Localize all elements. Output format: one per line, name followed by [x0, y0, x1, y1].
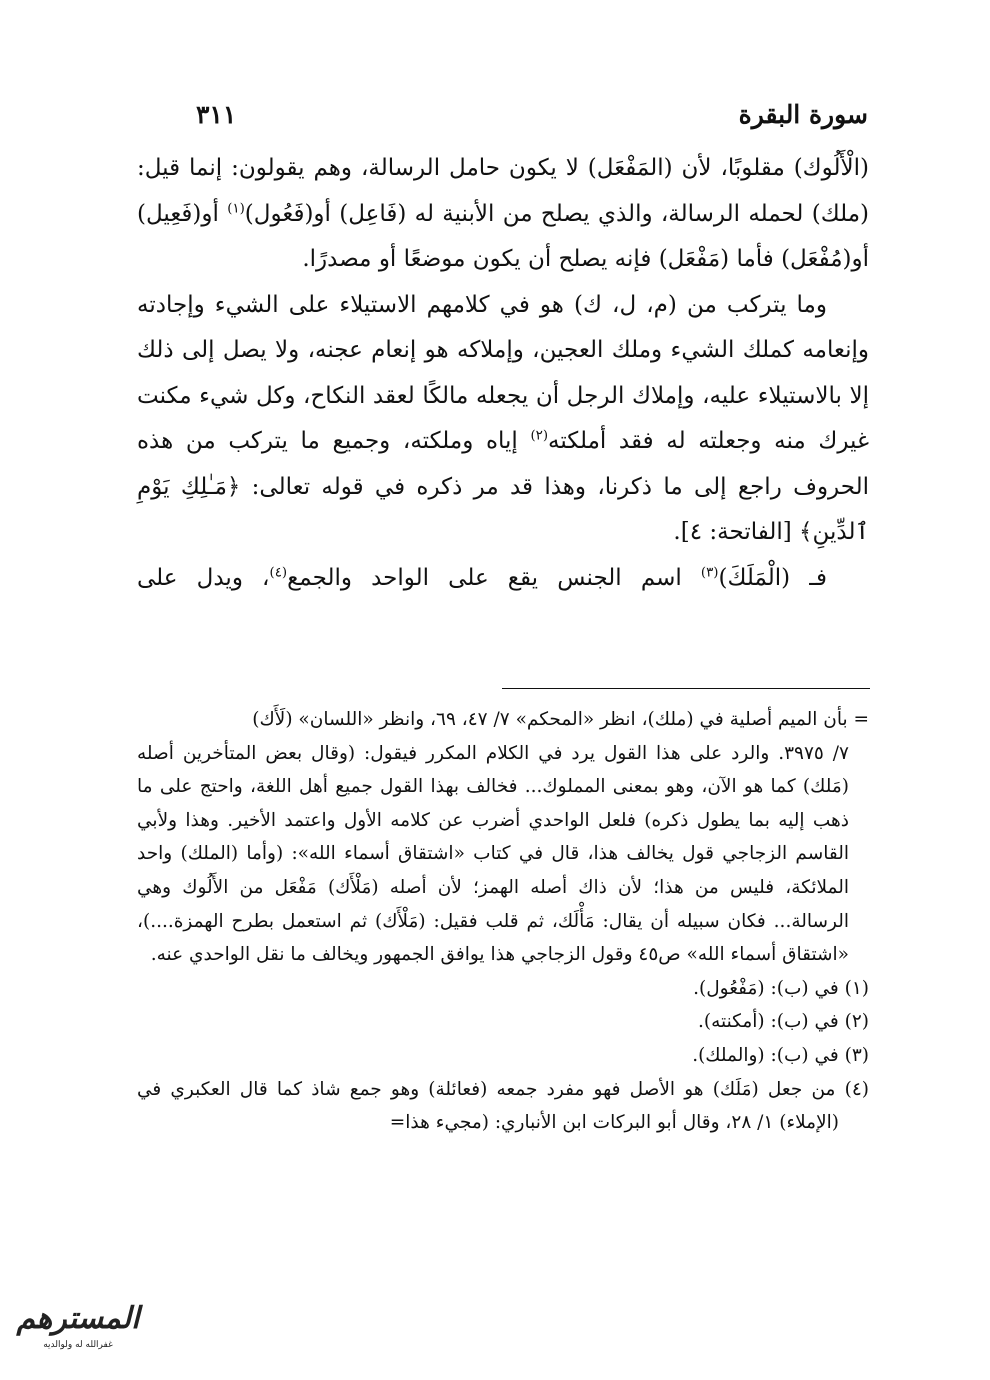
main-text — [137, 146, 869, 601]
page-number: ٣١١ — [196, 100, 237, 129]
main-paragraph-3: فـ (الْمَلَكَ)$^{(٣)}$ اسم الجنس يقع على الواحد والجمع$^{(٤)}$، ويدل على — [137, 564, 827, 591]
footnote-continuation-rest: ٧/ ٣٩٧٥. والرد على هذا القول يرد في الكلام المكرر فيقول: (وقال بعض المتأخرين أصله (مَلك) كما هو الآن، وهو بمعنى المملوك... فخالف بهذا القول جميع أهل اللغة، واحتج على ما ذهب إليه بما يطول ذكره) فلعل الواحدي أضرب عن كلامه الأول واعتمد الأخير. وهذا ولأبي القاسم الزجاجي قول يخالف هذا، قال في كتاب «اشتقاق أسماء الله»: (وأما (الملك) واحد الملائكة، فليس من هذا؛ لأن ذاك أصله الهمز؛ لأن أصله (مَلْأَك) مَفْعَل من الأَلُوك وهي الرسالة... فكان سبيله أن يقال: مَأْلَك، ثم قلب فقيل: (مَلْأَك) ثم استعمل بطرح الهمزة....)، «اشتقاق أسماء الله» ص٤٥ وقول الزجاجي هذا يوافق الجمهور ويخالف ما نقل الواحدي عنه. — [137, 742, 849, 966]
footnote-2: (٢) في (ب): (أمكنته). — [697, 1011, 869, 1033]
footnote-ref: (١) — [227, 200, 245, 216]
footnote-4: (٤) من جعل (مَلَك) هو الأصل فهو مفرد جمعه (فعائلة) وهو جمع شاذ كما قال العكبري في (الإملاء) ١/ ٢٨، وقال أبو البركات ابن الأنباري: (مجيء هذا= — [137, 1078, 869, 1134]
footnote-ref: (٣) — [700, 564, 719, 580]
footnote-separator — [502, 688, 870, 689]
footnote-1: (١) في (ب): (مَفْعُول). — [693, 977, 869, 999]
footnote-ref: (٢) — [530, 428, 549, 444]
stamp-calligraphy: المسترهم — [16, 1301, 140, 1336]
main-paragraph-1: (الْأَلُوك) مقلوبًا، لأن (المَفْعَل) لا يكون حامل الرسالة، وهم يقولون: إنما قيل: (ملك) لحمله الرسالة، والذي يصلح من الأبنية له (فَاعِل) أو(فَعُول)$^{(١)}$ أو(فَعِيل) أو(مُفْعَل) فأما (مَفْعَل) فإنه يصلح أن يكون موضعًا أو مصدرًا. — [137, 155, 870, 272]
stamp-caption: غفرالله له ولوالديه — [43, 1340, 113, 1350]
footnote-ref: (٤) — [269, 564, 288, 580]
footnote-continuation-first: = بأن الميم أصلية في (ملك)، انظر «المحكم» ٧/ ٤٧، ٦٩، وانظر «اللسان» (لَأَك) — [252, 709, 869, 730]
main-paragraph-2: وما يتركب من (م، ل، ك) هو في كلامهم الاستيلاء على الشيء وإجادته وإنعامه كملك الشيء وملك العجين، وإملاكه هو إنعام عجنه، ولا يصل إلى ذلك إلا بالاستيلاء عليه، وإملاك الرجل أن يجعله مالكًا لعقد النكاح، وكل شيء مكنت غيرك منه وجعلته له فقد أملكته$^{(٢)}$ إياه وملكته، وجميع ما يتركب من هذه الحروف راجع إلى ما ذكرنا، وهذا قد مر ذكره في قوله تعالى: ﴿مَـٰلِكِ يَوْمِ ٱلدِّينِ﴾ [الفاتحة: ٤]. — [137, 291, 869, 545]
surah-title: سورة البقرة — [738, 100, 868, 129]
library-stamp-logo — [8, 1300, 148, 1362]
footnote-3: (٣) في (ب): (والملك). — [692, 1044, 869, 1066]
footnotes — [137, 703, 869, 1140]
